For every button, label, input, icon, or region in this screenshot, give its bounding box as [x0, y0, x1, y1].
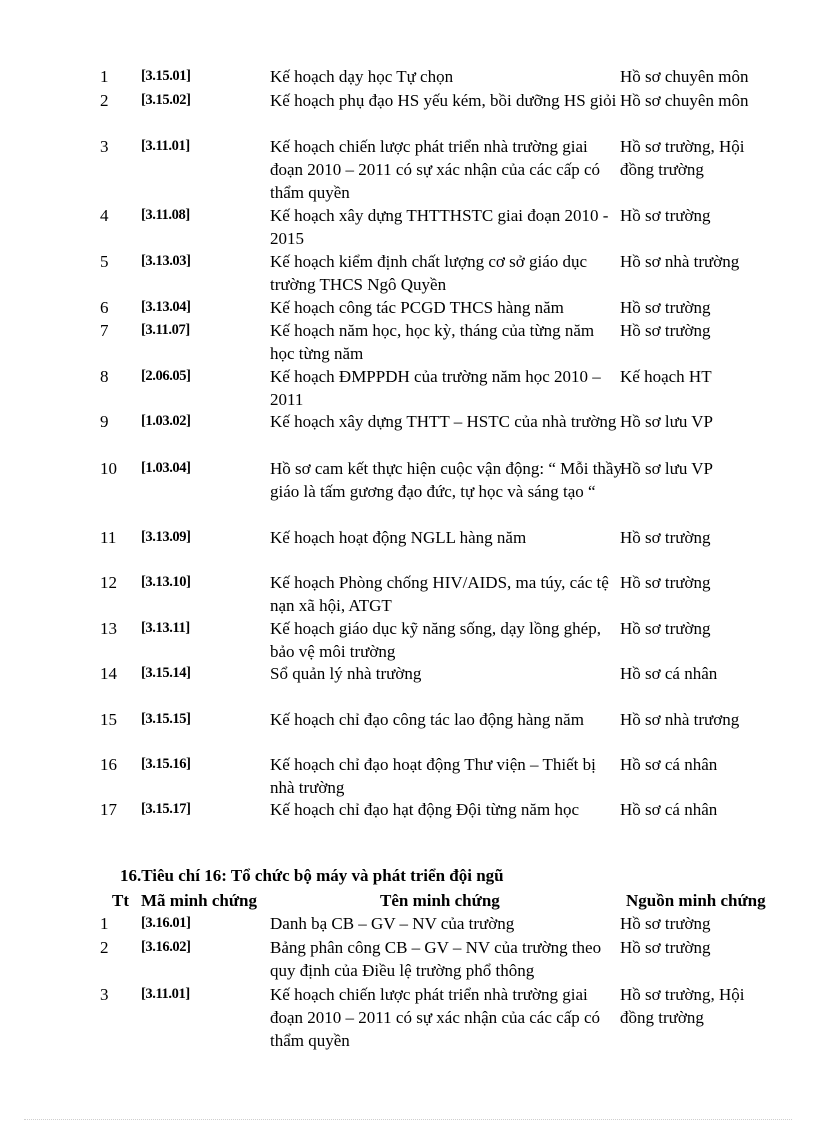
evidence-name: Bảng phân công CB – GV – NV của trường theo quy định của Điều lệ trường phổ thông [270, 938, 602, 980]
evidence-code: [2.06.05] [141, 368, 191, 384]
evidence-code: [3.11.01] [141, 138, 190, 154]
evidence-name: Kế hoạch phụ đạo HS yếu kém, bồi dưỡng HS giỏi [270, 91, 617, 110]
evidence-name: Kế hoạch chỉ đạo hạt động Đội từng năm học [270, 800, 579, 819]
row-number: 17 [100, 800, 117, 819]
evidence-source: Hồ sơ cá nhân [620, 755, 718, 774]
evidence-name: Kế hoạch chiến lược phát triển nhà trường giai đoạn 2010 – 2011 có sự xác nhận của các cấp có thẩm quyền [270, 137, 601, 202]
row-number: 1 [100, 914, 109, 933]
evidence-source: Hồ sơ nhà trường [620, 252, 740, 271]
evidence-name: Kế hoạch giáo dục kỹ năng sống, dạy lồng ghép, bảo vệ môi trường [270, 619, 601, 661]
evidence-source: Hồ sơ lưu VP [620, 459, 713, 478]
evidence-code: [3.15.15] [141, 711, 191, 727]
evidence-source: Hồ sơ trường [620, 914, 711, 933]
row-number: 14 [100, 664, 117, 683]
evidence-name: Kế hoạch chỉ đạo hoạt động Thư viện – Thiết bị nhà trường [270, 755, 596, 797]
evidence-code: [3.15.17] [141, 801, 191, 817]
page-bottom-rule [24, 1119, 792, 1120]
evidence-code: [3.11.01] [141, 986, 190, 1002]
header-code: Mã minh chứng [141, 891, 257, 910]
evidence-source: Hồ sơ trường, Hội đồng trường [620, 985, 745, 1027]
evidence-name: Danh bạ CB – GV – NV của trường [270, 914, 515, 933]
evidence-source: Hồ sơ nhà trương [620, 710, 740, 729]
evidence-code: [3.16.01] [141, 915, 191, 931]
evidence-name: Kế hoạch ĐMPPDH của trường năm học 2010 – 2011 [270, 367, 601, 409]
evidence-name: Kế hoạch kiểm định chất lượng cơ sở giáo dục trường THCS Ngô Quyền [270, 252, 588, 294]
evidence-code: [1.03.02] [141, 413, 191, 429]
evidence-source: Hồ sơ cá nhân [620, 664, 718, 683]
row-number: 3 [100, 985, 109, 1004]
evidence-source: Hồ sơ trường [620, 321, 711, 340]
evidence-name: Kế hoạch xây dựng THTTHSTC giai đoạn 2010 - 2015 [270, 206, 609, 248]
row-number: 15 [100, 710, 117, 729]
evidence-code: [3.16.02] [141, 939, 191, 955]
evidence-code: [3.15.16] [141, 756, 191, 772]
evidence-source: Hồ sơ trường [620, 938, 711, 957]
evidence-code: [3.15.14] [141, 665, 191, 681]
row-number: 16 [100, 755, 117, 774]
row-number: 5 [100, 252, 109, 271]
evidence-code: [3.11.07] [141, 322, 190, 338]
row-number: 4 [100, 206, 109, 225]
row-number: 12 [100, 573, 117, 592]
row-number: 2 [100, 938, 109, 957]
row-number: 2 [100, 91, 109, 110]
evidence-source: Hồ sơ lưu VP [620, 412, 713, 431]
row-number: 7 [100, 321, 109, 340]
row-number: 6 [100, 298, 109, 317]
evidence-name: Kế hoạch Phòng chống HIV/AIDS, ma túy, các tệ nạn xã hội, ATGT [270, 573, 609, 615]
row-number: 13 [100, 619, 117, 638]
evidence-source: Hồ sơ trường [620, 206, 711, 225]
evidence-code: [1.03.04] [141, 460, 191, 476]
evidence-source: Hồ sơ chuyên môn [620, 91, 749, 110]
evidence-code: [3.13.04] [141, 299, 191, 315]
row-number: 11 [100, 528, 117, 547]
row-number: 3 [100, 137, 109, 156]
header-source: Nguồn minh chứng [626, 891, 766, 910]
evidence-source: Hồ sơ trường, Hội đồng trường [620, 137, 745, 179]
evidence-code: [3.15.01] [141, 68, 191, 84]
evidence-name: Kế hoạch hoạt động NGLL hàng năm [270, 528, 527, 547]
row-number: 8 [100, 367, 109, 386]
evidence-name: Kế hoạch chỉ đạo công tác lao động hàng năm [270, 710, 584, 729]
section-title: 16.Tiêu chí 16: Tổ chức bộ máy và phát triển đội ngũ [120, 866, 504, 885]
evidence-source: Hồ sơ chuyên môn [620, 67, 749, 86]
evidence-code: [3.13.03] [141, 253, 191, 269]
evidence-code: [3.13.09] [141, 529, 191, 545]
row-number: 10 [100, 459, 117, 478]
evidence-source: Hồ sơ cá nhân [620, 800, 718, 819]
evidence-name: Kế hoạch năm học, học kỳ, tháng của từng năm học từng năm [270, 321, 595, 363]
header-name: Tên minh chứng [380, 891, 500, 910]
evidence-name: Kế hoạch chiến lược phát triển nhà trường giai đoạn 2010 – 2011 có sự xác nhận của các cấp có thẩm quyền [270, 985, 601, 1050]
evidence-source: Hồ sơ trường [620, 619, 711, 638]
evidence-code: [3.15.02] [141, 92, 191, 108]
row-number: 9 [100, 412, 109, 431]
evidence-source: Hồ sơ trường [620, 528, 711, 547]
evidence-name: Kế hoạch dạy học Tự chọn [270, 67, 454, 86]
evidence-source: Hồ sơ trường [620, 573, 711, 592]
header-tt: Tt [112, 891, 129, 910]
evidence-source: Hồ sơ trường [620, 298, 711, 317]
row-number: 1 [100, 67, 109, 86]
evidence-name: Hồ sơ cam kết thực hiện cuộc vận động: “ Mỗi thầy giáo là tấm gương đạo đức, tự học và sáng tạo “ [270, 459, 622, 501]
evidence-code: [3.13.11] [141, 620, 190, 636]
evidence-code: [3.11.08] [141, 207, 190, 223]
evidence-name: Kế hoạch công tác PCGD THCS hàng năm [270, 298, 564, 317]
evidence-source: Kế hoạch HT [620, 367, 712, 386]
evidence-name: Kế hoạch xây dựng THTT – HSTC của nhà trường [270, 412, 617, 431]
evidence-code: [3.13.10] [141, 574, 191, 590]
evidence-name: Sổ quản lý nhà trường [270, 664, 422, 683]
